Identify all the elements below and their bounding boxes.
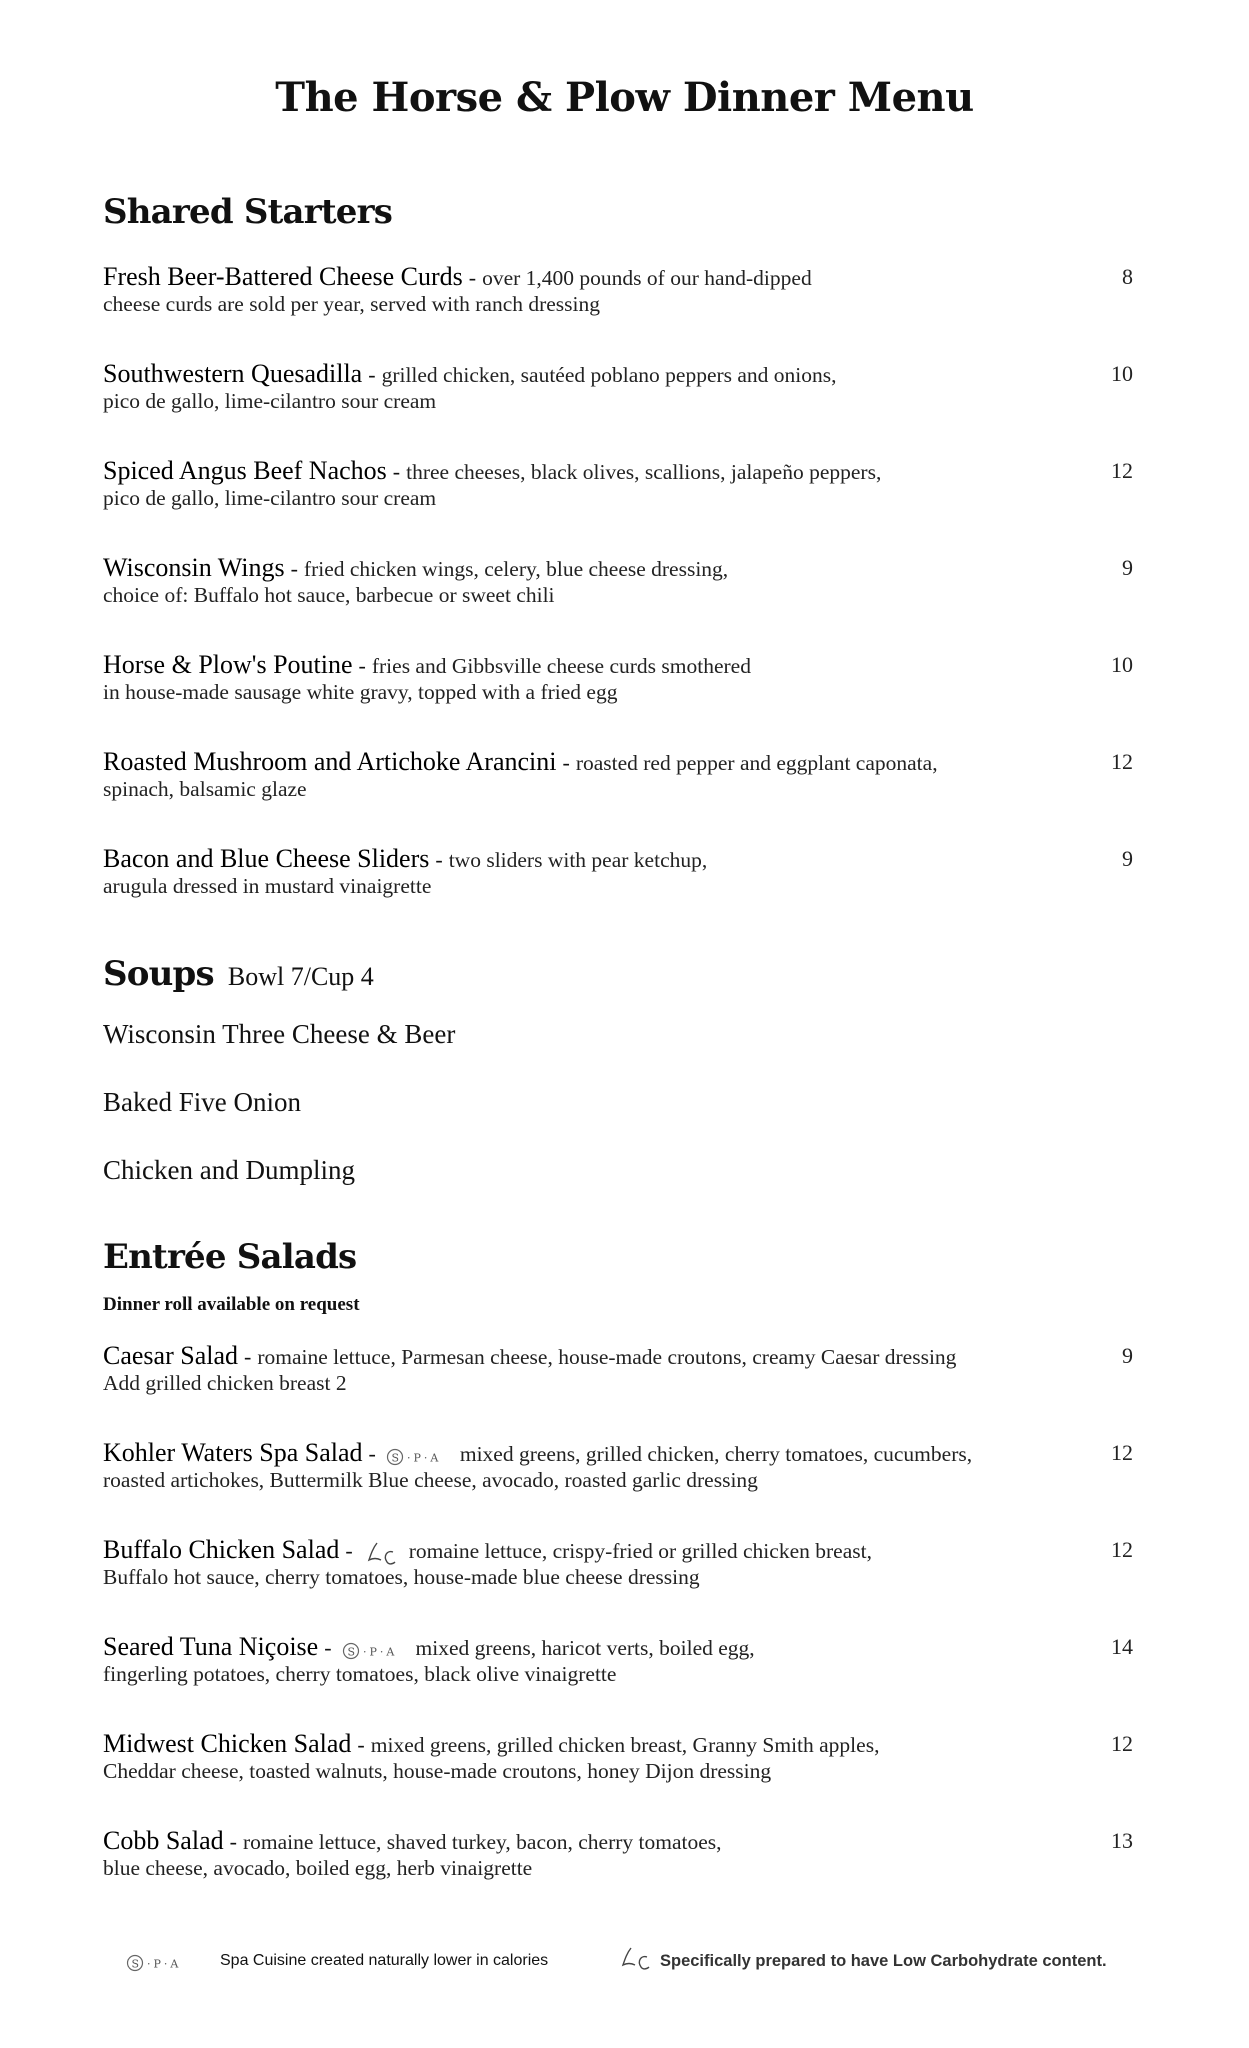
item-description: fries and Gibbsville cheese curds smothered xyxy=(371,654,751,678)
item-price: 12 xyxy=(1111,1537,1133,1562)
menu-item: Kohler Waters Spa Salad - S ·P·A mixed greens, grilled chicken, cherry tomatoes, cucumbers, 12 roasted artichokes, Buttermilk Blue cheese, avocado, roasted garlic dressing xyxy=(103,1438,1133,1492)
item-price: 14 xyxy=(1111,1634,1133,1659)
item-description-continued: blue cheese, avocado, boiled egg, herb vinaigrette xyxy=(103,1856,533,1880)
spa-icon xyxy=(126,1953,190,1977)
item-name: Horse & Plow's Poutine xyxy=(103,650,353,679)
item-price: 10 xyxy=(1111,361,1133,386)
item-price: 9 xyxy=(1122,555,1133,580)
low-carb-icon xyxy=(617,1945,653,1979)
soup-item: Baked Five Onion xyxy=(103,1087,301,1117)
low-carb-icon xyxy=(363,1540,399,1568)
svg-text:S: S xyxy=(391,1451,399,1465)
menu-item: Seared Tuna Niçoise - S ·P·A mixed greens, haricot verts, boiled egg, 14 fingerling potatoes, cherry tomatoes, black olive vinaigrette xyxy=(103,1632,1133,1686)
menu-item: Fresh Beer-Battered Cheese Curds - over 1,400 pounds of our hand-dipped 8 cheese curds are sold per year, served with ranch dressing xyxy=(103,262,1133,316)
item-description: over 1,400 pounds of our hand-dipped xyxy=(482,266,812,290)
item-price: 12 xyxy=(1111,458,1133,483)
item-description: romaine lettuce, Parmesan cheese, house-made croutons, creamy Caesar dressing xyxy=(257,1345,957,1369)
menu-item: Buffalo Chicken Salad - romaine lettuce, crispy-fried or grilled chicken breast, 12 Buffalo hot sauce, cherry tomatoes, house-made blue cheese dressing xyxy=(103,1535,1133,1589)
item-name: Cobb Salad xyxy=(103,1826,224,1855)
item-description-continued: pico de gallo, lime-cilantro sour cream xyxy=(103,389,437,413)
legend-footer xyxy=(0,1945,1249,1985)
svg-text:·P·A: ·P·A xyxy=(147,1957,182,1971)
item-description: mixed greens, haricot verts, boiled egg, xyxy=(415,1636,755,1660)
item-description: three cheeses, black olives, scallions, jalapeño peppers, xyxy=(406,460,882,484)
menu-item: Roasted Mushroom and Artichoke Arancini - roasted red pepper and eggplant caponata, 12 spinach, balsamic glaze xyxy=(103,747,1133,801)
item-name: Caesar Salad xyxy=(103,1341,239,1370)
section-title-salads: Entrée Salads xyxy=(103,1237,357,1277)
menu-item: Cobb Salad - romaine lettuce, shaved turkey, bacon, cherry tomatoes, 13 blue cheese, avocado, boiled egg, herb vinaigrette xyxy=(103,1826,1133,1880)
item-price: 12 xyxy=(1111,1731,1133,1756)
item-price: 12 xyxy=(1111,749,1133,774)
item-description-continued: fingerling potatoes, cherry tomatoes, black olive vinaigrette xyxy=(103,1662,617,1686)
item-price: 9 xyxy=(1122,846,1133,871)
spa-icon xyxy=(342,1641,406,1661)
svg-text:S: S xyxy=(347,1645,355,1659)
item-name: Fresh Beer-Battered Cheese Curds xyxy=(103,262,463,291)
item-description: mixed greens, grilled chicken, cherry tomatoes, cucumbers, xyxy=(459,1442,973,1466)
section-title-soups xyxy=(103,954,374,994)
section-title-starters: Shared Starters xyxy=(103,192,393,232)
menu-item: Wisconsin Wings - fried chicken wings, celery, blue cheese dressing, 9 choice of: Buffalo hot sauce, barbecue or sweet chili xyxy=(103,553,1133,607)
item-description-continued: in house-made sausage white gravy, topped with a fried egg xyxy=(103,680,618,704)
item-description-continued: cheese curds are sold per year, served with ranch dressing xyxy=(103,292,601,316)
spa-legend-text: Spa Cuisine created naturally lower in calories xyxy=(220,1952,549,1969)
soup-item: Wisconsin Three Cheese & Beer xyxy=(103,1019,456,1049)
item-name: Kohler Waters Spa Salad xyxy=(103,1438,363,1467)
item-description-continued: choice of: Buffalo hot sauce, barbecue or sweet chili xyxy=(103,583,555,607)
item-description: romaine lettuce, shaved turkey, bacon, cherry tomatoes, xyxy=(242,1830,722,1854)
soup-pricing: Bowl 7/Cup 4 xyxy=(227,962,374,991)
menu-item: Southwestern Quesadilla - grilled chicken, sautéed poblano peppers and onions, 10 pico de gallo, lime-cilantro sour cream xyxy=(103,359,1133,413)
item-name: Bacon and Blue Cheese Sliders xyxy=(103,844,430,873)
item-price: 8 xyxy=(1122,264,1133,289)
item-description: grilled chicken, sautéed poblano peppers and onions, xyxy=(381,363,837,387)
item-name: Wisconsin Wings xyxy=(103,553,285,582)
item-description: mixed greens, grilled chicken breast, Granny Smith apples, xyxy=(370,1733,880,1757)
svg-text:·P·A: ·P·A xyxy=(362,1645,397,1659)
section-title-text: Soups xyxy=(103,954,214,994)
svg-text:·P·A: ·P·A xyxy=(406,1451,442,1465)
item-description-continued: Buffalo hot sauce, cherry tomatoes, house-made blue cheese dressing xyxy=(103,1565,700,1589)
menu-item: Bacon and Blue Cheese Sliders - two sliders with pear ketchup, 9 arugula dressed in mustard vinaigrette xyxy=(103,844,1133,898)
item-name: Seared Tuna Niçoise xyxy=(103,1632,319,1661)
menu-item: Spiced Angus Beef Nachos - three cheeses, black olives, scallions, jalapeño peppers, 12 pico de gallo, lime-cilantro sour cream xyxy=(103,456,1133,510)
menu-item: Midwest Chicken Salad - mixed greens, grilled chicken breast, Granny Smith apples, 12 Cheddar cheese, toasted walnuts, house-made croutons, honey Dijon dressing xyxy=(103,1729,1133,1783)
item-name: Southwestern Quesadilla xyxy=(103,359,363,388)
item-price: 9 xyxy=(1122,1343,1133,1368)
item-price: 10 xyxy=(1111,652,1133,677)
item-description-continued: pico de gallo, lime-cilantro sour cream xyxy=(103,486,437,510)
item-price: 13 xyxy=(1111,1828,1133,1853)
item-description-continued: arugula dressed in mustard vinaigrette xyxy=(103,874,432,898)
svg-text:S: S xyxy=(131,1957,140,1971)
item-name: Midwest Chicken Salad xyxy=(103,1729,352,1758)
spa-icon xyxy=(386,1447,450,1467)
item-name: Buffalo Chicken Salad xyxy=(103,1535,340,1564)
item-description-continued: spinach, balsamic glaze xyxy=(103,777,307,801)
item-description-continued: Cheddar cheese, toasted walnuts, house-made croutons, honey Dijon dressing xyxy=(103,1759,772,1783)
item-description: fried chicken wings, celery, blue cheese dressing, xyxy=(303,557,729,581)
salad-note: Dinner roll available on request xyxy=(103,1294,360,1315)
item-name: Spiced Angus Beef Nachos xyxy=(103,456,387,485)
item-description-continued: roasted artichokes, Buttermilk Blue cheese, avocado, roasted garlic dressing xyxy=(103,1468,758,1492)
soup-item: Chicken and Dumpling xyxy=(103,1155,355,1185)
item-description-continued: Add grilled chicken breast 2 xyxy=(103,1371,347,1395)
menu-item: Caesar Salad - romaine lettuce, Parmesan cheese, house-made croutons, creamy Caesar dressing 9 Add grilled chicken breast 2 xyxy=(103,1341,1133,1395)
item-description: two sliders with pear ketchup, xyxy=(448,848,708,872)
low-carb-legend-text: Specifically prepared to have Low Carbohydrate content. xyxy=(660,1952,1107,1970)
item-description: romaine lettuce, crispy-fried or grilled chicken breast, xyxy=(408,1539,872,1563)
item-description: roasted red pepper and eggplant caponata, xyxy=(575,751,938,775)
menu-title: The Horse & Plow Dinner Menu xyxy=(275,74,974,121)
menu-item: Horse & Plow's Poutine - fries and Gibbsville cheese curds smothered 10 in house-made sausage white gravy, topped with a fried egg xyxy=(103,650,1133,704)
item-price: 12 xyxy=(1111,1440,1133,1465)
item-name: Roasted Mushroom and Artichoke Arancini xyxy=(103,747,557,776)
